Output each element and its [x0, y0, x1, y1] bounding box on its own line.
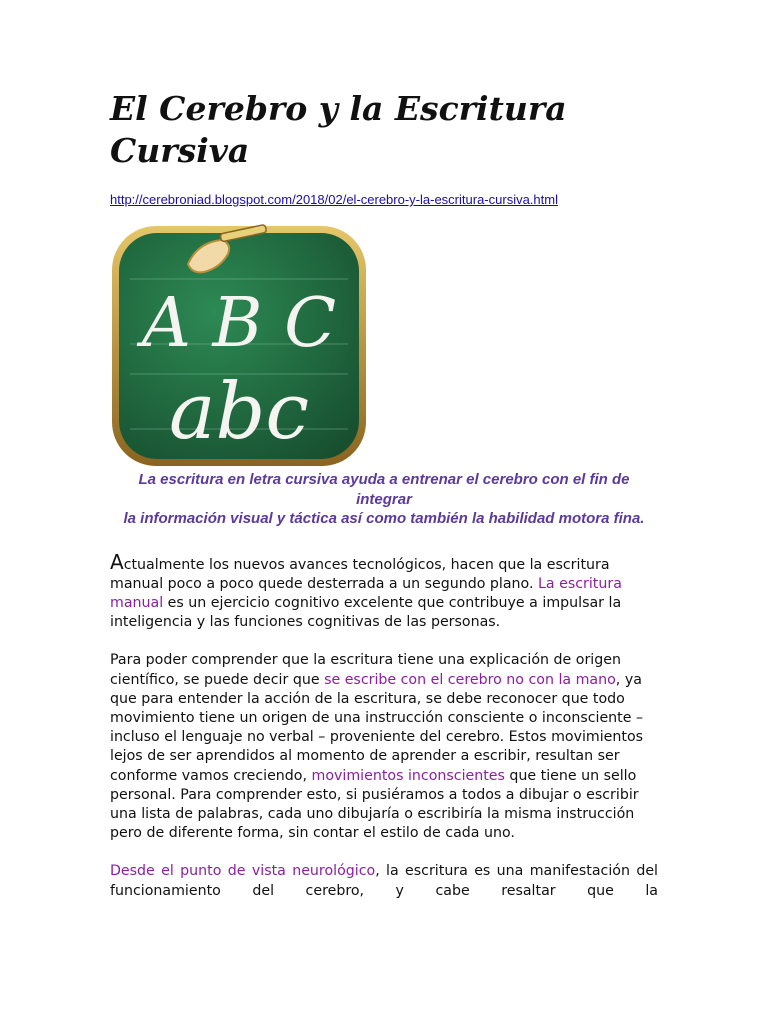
- source-link[interactable]: http://cerebroniad.blogspot.com/2018/02/el-cerebro-y-la-escritura-cursiva.html: [110, 192, 558, 207]
- link-escritura-manual[interactable]: La escritura manual: [110, 575, 622, 611]
- paragraph-1-text-b: es un ejercicio cognitivo excelente que contribuye a impulsar la inteligencia y las funciones cognitivas de las personas.: [110, 594, 622, 631]
- paragraph-2-text-a: Para poder comprender que la escritura tiene una explicación de origen científico, se puede decir que: [110, 652, 621, 688]
- paragraph-2: [110, 651, 658, 843]
- paragraph-3: [110, 862, 658, 900]
- chalkboard-image: [110, 224, 368, 468]
- paragraph-2-text-c: que tiene un sello personal. Para comprender esto, si pusiéramos a todos a dibujar o escribir una lista de palabras, cada uno dibujaría o escribiría la misma instrucción pero de diferente forma, sin contar el estilo de cada uno.: [110, 767, 639, 842]
- upper-letters: A B C: [141, 284, 337, 363]
- link-se-escribe-con-el-cerebro[interactable]: se escribe con el cerebro no con la mano: [324, 671, 616, 688]
- paragraph-3-text-a: , la escritura es una manifestación del funcionamiento del cerebro, y cabe resaltar que la: [110, 863, 658, 899]
- drop-cap: A: [110, 549, 124, 574]
- paragraph-2-text-b: , ya que para entender la acción de la escritura, se debe reconocer que todo movimiento tiene un origen de una instrucción consciente o inconsciente – incluso el lenguaje no verbal – proveniente del cerebro. Estos movimientos lejos de ser aprendidos al momento de aprender a escribir, resultan ser conforme vamos creciendo,: [110, 671, 644, 784]
- caption-line-2: la información visual y táctica así como también la habilidad motora fina.: [123, 510, 645, 527]
- paragraph-1-text-a: ctualmente los nuevos avances tecnológicos, hacen que la escritura manual poco a poco quede desterrada a un segundo plano.: [110, 556, 610, 592]
- link-movimientos-inconscientes[interactable]: movimientos inconscientes: [311, 767, 505, 784]
- paragraph-1: [110, 549, 658, 633]
- document-page: [110, 88, 658, 901]
- page-title: El Cerebro y la Escritura Cursiva: [110, 89, 567, 170]
- lower-letters: abc: [168, 367, 310, 457]
- chalkboard-icon: [110, 224, 368, 468]
- image-caption: [110, 470, 658, 529]
- caption-line-1: La escritura en letra cursiva ayuda a entrenar el cerebro con el fin de integrar: [138, 471, 630, 508]
- link-punto-de-vista-neurologico[interactable]: Desde el punto de vista neurológico: [110, 863, 376, 880]
